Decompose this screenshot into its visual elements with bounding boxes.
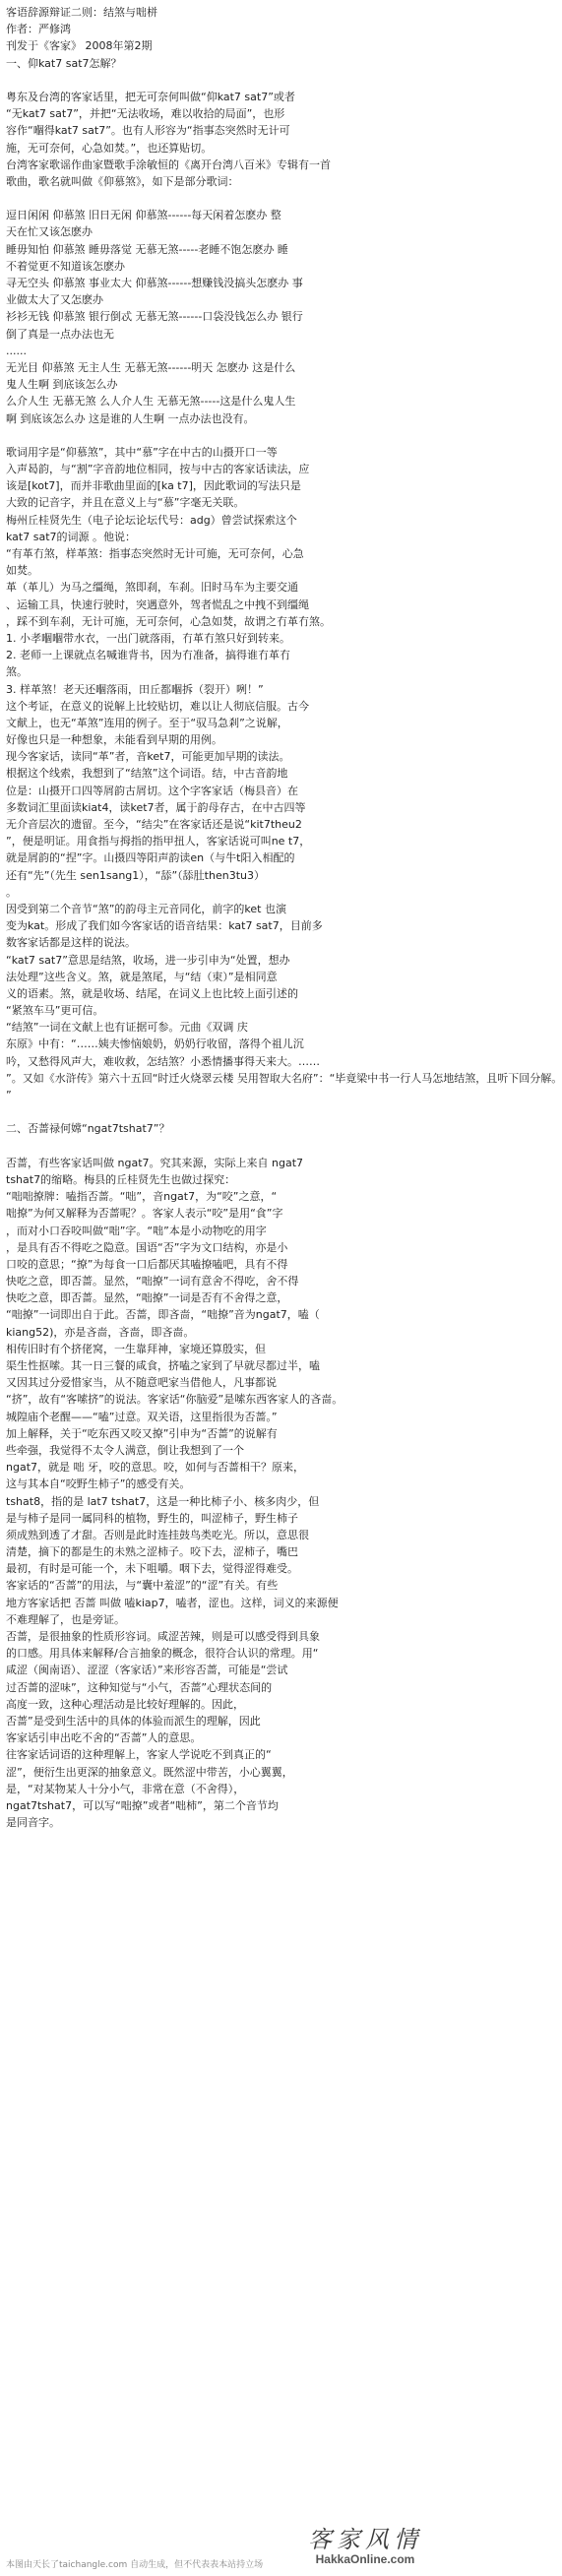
article-line: 否蔷”是受到生活中的具体的体验而派生的理解，因此 <box>6 1714 261 1728</box>
article-line: 吟，又愁得风声大，难收救，怎结煞？小悉情播事得天来大。…… <box>6 1054 320 1068</box>
article-line: 口咬的意思；“撩”为每食一口后都厌其嗑撩嗑吧，具有不得 <box>6 1257 288 1271</box>
article-line: 文献上，也无“革煞”连用的例子。至于“驭马急剎”之说解， <box>6 716 288 729</box>
article-line: kiang52)，亦是吝啬，吝啬，即吝啬。 <box>6 1325 195 1339</box>
article-line: 这与其本自“咬野生柿子”的感受有关。 <box>6 1477 191 1491</box>
article-line: 客语辞源辩证二则：结煞与咄栟 <box>6 6 157 19</box>
article-line: 革（革儿）为马之缰绳，煞即刹，车刹。旧时马车为主要交通 <box>6 581 298 595</box>
footer-note: 本图由天长了taichangle.com 自动生成，但不代表表本站持立场 <box>6 2560 264 2570</box>
article-line: 台湾客家歌谣作曲家暨歌手涂敏恒的《离开台湾八百米》专辑有一首 <box>6 157 331 171</box>
article-line: 高度一致，这种心理活动是比较好理解的。因此， <box>6 1697 244 1711</box>
article-line: 无光目 仰慕煞 无主人生 无慕无煞------明天 怎麽办 这是什么 <box>6 360 296 374</box>
article-line: ，而对小口吞咬叫做“咄”字。“咄”本是小动物吃的用字 <box>6 1224 267 1237</box>
article-line: tshat8，指的是 lat7 tshat7，这是一种比柿子小、核多肉少，但 <box>6 1494 320 1508</box>
article-line: 啊 到底该怎么办 这是谁的人生啊 一点办法也没有。 <box>6 411 255 425</box>
article-line: “kat7 sat7”意思是结煞，收场，进一步引申为“处置，想办 <box>6 953 290 967</box>
article-line: 梅州丘桂贤先生（电子论坛论坛代号：adg）曾尝试探索这个 <box>6 513 297 527</box>
article-line: 粤东及台湾的客家话里，把无可奈何叫做“仰kat7 sat7”或者 <box>6 90 295 103</box>
article-line: 相传旧时有个挤佬窝，一生靠拜神，家境还算殷实，但 <box>6 1342 266 1355</box>
article-line: 睡毋知怕 仰慕煞 睡毋落觉 无慕无煞-----老睡不饱怎麽办 睡 <box>6 242 288 256</box>
article-line: 咄撩”为何又解释为否蔷呢？。客家人表示“咬”是用“食”字 <box>6 1207 283 1221</box>
article-line: 加上解释，关于“吃东西又咬又撩”引申为“否蔷”的说解有 <box>6 1426 278 1440</box>
article-line: 城隍庙个老醒——“嗑”过意。双关语，这里指很为否蔷。” <box>6 1410 278 1423</box>
article-line: 否蔷，有些客家话叫做 ngat7。究其来源，实际上来自 ngat7 <box>6 1156 304 1169</box>
article-line: 。 <box>6 885 17 899</box>
blank-line <box>6 72 422 89</box>
article-line: 快吃之意，即否蔷。显然，“咄撩”一词是否有不舍得之意， <box>6 1291 288 1305</box>
article-line: 倒了真是一点办法也无 <box>6 327 114 341</box>
article-line: ” <box>6 1089 12 1101</box>
article-line: ，踩不到车刹，无计可施，无可奈何，心急如焚，故谓之冇革冇煞。 <box>6 614 331 628</box>
article-line: 法处理”这些含义。煞，就是煞尾，与“结（束）”是相同意 <box>6 970 278 983</box>
footer <box>0 2526 428 2576</box>
article-line: 往客家话词语的这种理解上，客家人学说吃不到真正的“ <box>6 1748 272 1762</box>
article-line: 最初，有时是可能一个，未下咀嚼。咽下去，觉得涩得难受。 <box>6 1562 298 1576</box>
article-line: 如焚。 <box>6 564 38 578</box>
article-line: 衫衫无钱 仰慕煞 银行倒忒 无慕无煞------口袋没钱怎么办 银行 <box>6 310 303 324</box>
article-line: 3. 样革煞！老天还嗰落雨，田丘都嗰拆（裂开）咧！” <box>6 682 264 696</box>
article-line: 、运输工具，快速行驶时，突遇意外，驾者慌乱之中拽不到缰绳 <box>6 597 309 611</box>
article-line: 数客家话都是这样的说法。 <box>6 936 136 950</box>
article-line: 大致的记音字，并且在意义上与“慕”字毫无关联。 <box>6 496 245 510</box>
article-line: 义的语素。煞，就是收场、结尾，在词义上也比较上面引述的 <box>6 986 298 1000</box>
article-line: 作者：严修鸿 <box>6 23 71 36</box>
article-line: “有革冇煞，样革煞：指事态突然时无计可施，无可奈何，心急 <box>6 547 304 560</box>
watermark-logo <box>308 2520 422 2566</box>
article-line: 业做太大了又怎麽办 <box>6 293 103 307</box>
article-line: “咄撩”一词即出自于此。否蔷，即吝啬，“咄撩”音为ngat7，嗑（ <box>6 1308 320 1322</box>
article-line: 不着觉更不知道该怎麽办 <box>6 259 125 273</box>
blank-line <box>6 1138 422 1155</box>
article-line: 客家话的“否蔷”的用法，与“囊中羞涩”的“涩”有关。有些 <box>6 1579 279 1593</box>
article-line: 不难理解了，也是旁证。 <box>6 1612 125 1626</box>
article-line: ”，便是明证。用食指与拇指的指甲扭人，客家话说可叫ne t7， <box>6 835 311 848</box>
article-line: 咸涩（闽南语）、涩涩（客家话）”来形容否蔷，可能是“尝试 <box>6 1664 288 1677</box>
article-line: ngat7tshat7，可以写“咄撩”或者“咄柿”，第二个音节均 <box>6 1798 279 1812</box>
article-line: 是与柿子是同一属同科的植物，野生的，叫涩柿子，野生柿子 <box>6 1511 298 1525</box>
article-line: 清楚，摘下的都是生的未熟之涩柿子。咬下去，涩柿子，嘴巴 <box>6 1545 298 1559</box>
article-line: 变为kat。形成了我们如今客家话的语音结果：kat7 sat7，目前多 <box>6 919 323 933</box>
article-line: ，是具有否不得吃之隐意。国语“否”字为文口结构，亦是小 <box>6 1240 288 1254</box>
article-line: 2. 老师一上课就点名喊谁背书，因为冇准备，搞得谁冇革冇 <box>6 649 290 662</box>
article-line: 1. 小孝嗰嗰带水衣，一出门就落雨，冇革冇煞只好到转来。 <box>6 631 290 645</box>
article-line: ”。又如《水浒传》第六十五回“时迁火烧翠云楼 吴用智取大名府”：“毕竟梁中书一行人马怎地结煞，且听下回分解。 <box>6 1071 562 1085</box>
article-line: 涩”，便衍生出更深的抽象意义。既然涩中带苦，小心翼翼， <box>6 1765 293 1779</box>
article-line: 快吃之意，即否蔷。显然，“咄撩”一词有意舍不得吃，舍不得 <box>6 1275 299 1288</box>
article-body <box>6 4 562 1831</box>
article-line: 多数词汇里面读kiat4，读ket7者，属于韵母存古，在中古四等 <box>6 800 306 814</box>
article-line: 位是：山摄开口四等屑韵古屑切。这个字客家话（梅县音）在 <box>6 784 298 797</box>
article-line: “咄咄撩牌：嗑指否蔷。“咄”，音ngat7，为“咬”之意，“ <box>6 1190 278 1204</box>
article-line: “挤”，故有“客嗦挤”的说法。客家话“你脑爱”是嗦东西客家人的吝啬。 <box>6 1393 343 1407</box>
article-line: tshat7的缩略。梅县的丘桂贤先生也做过探究： <box>6 1172 236 1186</box>
watermark-calligraphy: 客家风情 <box>308 2526 422 2553</box>
article-line: 过否蔷的涩味”，这种知觉与“小气，否蔷”心理状态间的 <box>6 1680 273 1694</box>
article-line: 因受到第二个音节“煞”的韵母主元音同化，前字的ket 也演 <box>6 902 286 915</box>
watermark-site: HakkaOnline.com <box>315 2552 415 2566</box>
article-line: “无kat7 sat7”，并把“无法收场，难以收拾的局面”，也形 <box>6 107 285 121</box>
article-line: 一、仰kat7 sat7怎解？ <box>6 56 122 70</box>
article-line: 鬼人生啊 到底该怎么办 <box>6 378 118 392</box>
article-line: 客家话引申出吃不舍的“否蔷”人的意思。 <box>6 1731 202 1745</box>
article-line: 是同音字。 <box>6 1816 60 1830</box>
blank-line <box>6 190 422 207</box>
article-line: 歌曲，歌名就叫做《仰慕煞》，如下是部分歌词： <box>6 174 239 188</box>
article-line: 逗日闲闲 仰慕煞 旧日无闲 仰慕煞------每天闲着怎麽办 整 <box>6 209 281 222</box>
article-line: 无介音层次的遗留。至今，“结尖”在客家话还是说“kit7theu2 <box>6 818 302 831</box>
article-line: 现今客家话，读同“革”者，音ket7，可能更加早期的读法。 <box>6 750 290 764</box>
blank-line <box>6 427 422 444</box>
article-line: 东原》中有：“……姨夫惨恼娘奶，奶奶行收留，落得个祖儿沉 <box>6 1037 304 1051</box>
article-line: “紧煞车马”更可信。 <box>6 1004 104 1018</box>
article-line: 这个考证，在意义的说解上比较贴切，难以让人彻底信服。古今 <box>6 699 309 713</box>
article-line: 是，“对某物某人十分小气，非常在意（不舍得）， <box>6 1782 245 1795</box>
article-line: 二、否蔷禄何嫦“ngat7tshat7”？ <box>6 1122 170 1136</box>
article-line: 煞。 <box>6 665 28 679</box>
article-line: ngat7，就是 咄 牙，咬的意思。咬，如何与否蔷相干？原来， <box>6 1461 304 1475</box>
article-line: 渠生性抠嗦。其一日三餐的咸食，挤嗑之家到了早就尽都过半，嗑 <box>6 1359 320 1372</box>
article-line: 还有“先”（先生 sen1sang1），“舔”（舔肚then3tu3） <box>6 868 265 882</box>
article-line: 地方客家话把 否蔷 叫做 嗑kiap7，嗑者，涩也。这样，词义的来源便 <box>6 1596 339 1609</box>
article-line: 施，无可奈何，心急如焚。”，也还算贴切。 <box>6 141 213 155</box>
article-line: 就是屑韵的“捏”字。山摄四等阳声韵读en（与牛t阳入相配的 <box>6 851 295 865</box>
article-line: 寻无空头 仰慕煞 事业太大 仰慕煞------想赚钱没搞头怎麽办 事 <box>6 277 303 289</box>
article-line: 天在忙又该怎麽办 <box>6 225 93 239</box>
article-line: 好像也只是一种想象，未能看到早期的用例。 <box>6 733 222 747</box>
article-line: 入声曷韵，与“割”字音韵地位相同，按与中古的客家话读法，应 <box>6 463 310 476</box>
article-line: 该是[kot7]，而并非歌曲里面的[ka t7]，因此歌词的写法只是 <box>6 479 301 493</box>
article-line: “结煞”一词在文献上也有证据可参。元曲《双调 庆 <box>6 1021 248 1035</box>
article-line: 么介人生 无慕无煞 么人介人生 无慕无煞-----这是什么鬼人生 <box>6 395 296 408</box>
article-line: 容作“嗰得kat7 sat7”。也有人形容为“指事态突然时无计可 <box>6 124 290 138</box>
article-line: 须成熟到透了才甜。否则是此时连挂鼓鸟类吃光。所以，意思很 <box>6 1528 309 1541</box>
article-line: 根据这个线索，我想到了“结煞”这个词语。结，中古音韵地 <box>6 767 288 781</box>
article-line: 的口感。用具体来解释/合言抽象的概念，很符合认识的常理。用“ <box>6 1647 319 1661</box>
article-line: 刊发于《客家》 2008年第2期 <box>6 39 153 53</box>
blank-line <box>6 1103 422 1120</box>
article-line: 又因其过分爱惜家当，从不随意吧家当借他人，凡事都说 <box>6 1376 277 1390</box>
article-line: 歌词用字是“仰慕煞”，其中“慕”字在中古的山摄开口一等 <box>6 445 278 459</box>
article-line: kat7 sat7的词源 。他说： <box>6 530 137 543</box>
article-line: 些牵强，我觉得不太令人满意，倒让我想到了一个 <box>6 1443 244 1457</box>
article-line: ...... <box>6 344 27 357</box>
article-line: 否蔷，是很抽象的性质形容词。咸涩苦辣，则是可以感受得到具象 <box>6 1630 320 1643</box>
